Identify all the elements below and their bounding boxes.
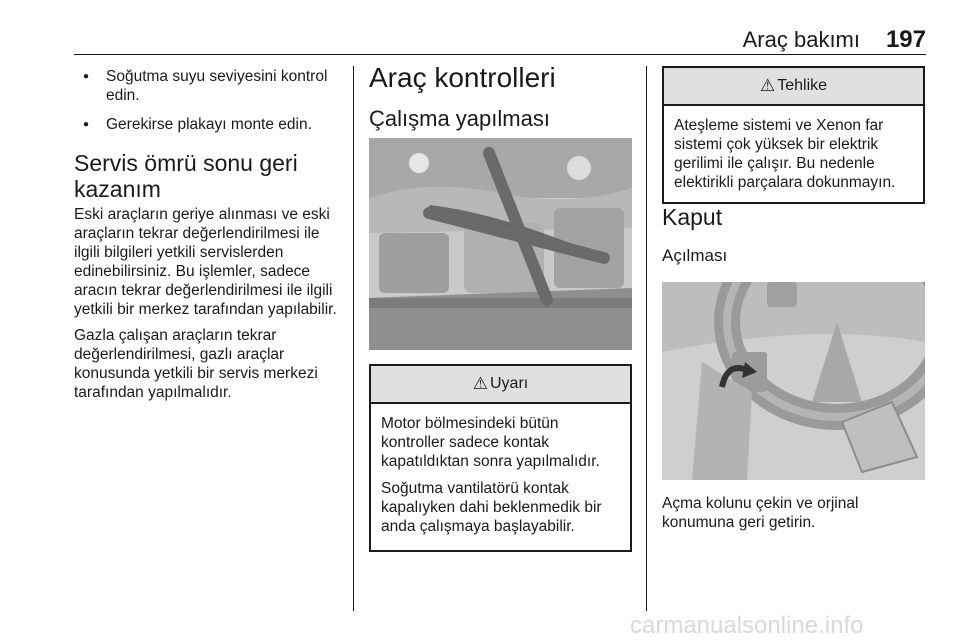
warning-box-body <box>371 404 630 550</box>
danger-box-header <box>664 68 923 106</box>
warning-triangle-icon: ⚠ <box>472 374 488 393</box>
warning-paragraph: Motor bölmesindeki bütün kontroller sadece kontak kapatıldıktan sonra yapılmalıdır. <box>381 415 600 470</box>
hood-release-illustration <box>662 282 925 480</box>
engine-bay-illustration <box>369 138 632 350</box>
warning-paragraph: Soğutma vantilatörü kontak kapalıyken dahi beklenmedik bir anda çalışmaya başlayabilir. <box>381 480 602 535</box>
danger-box-body <box>664 106 923 202</box>
bullet-list <box>74 67 344 134</box>
column-2 <box>369 62 632 132</box>
bullet-item: ● Soğutma suyu seviyesini kontrol edin. <box>74 67 344 105</box>
warning-box <box>369 364 632 552</box>
paragraph: Eski araçların geriye alınması ve eski araçların tekrar değerlendirilmesi ile ilgili bilgileri yetkili servislerden edinebilirsiniz. Bu işlemler, sadece aracın tekrar değerlendirilmesi ile ilgili yetkili bir merkez tarafından yapılabilir. <box>74 206 337 318</box>
hood-caption: Açma kolunu çekin ve orjinal konumuna geri getirin. <box>662 495 859 531</box>
danger-box-title: Tehlike <box>777 77 828 94</box>
section-heading: Kaput <box>662 204 723 230</box>
chapter-heading: Araç kontrolleri <box>369 62 556 93</box>
sub-heading: Çalışma yapılması <box>369 106 550 131</box>
column-1 <box>74 67 344 409</box>
page-number: 197 <box>885 26 926 53</box>
column-divider-left <box>353 66 354 611</box>
warning-triangle-icon: ⚠ <box>759 76 776 95</box>
watermark: carmanualsonline.info <box>630 612 864 639</box>
danger-box <box>662 66 925 204</box>
header-section-title: Araç bakımı <box>742 27 860 52</box>
header-rule <box>74 54 926 55</box>
column-divider-right <box>646 66 647 611</box>
warning-box-header <box>371 366 630 404</box>
column-3-headings <box>662 204 925 266</box>
warning-box-title: Uyarı <box>490 375 529 392</box>
sub-heading: Açılması <box>662 246 728 265</box>
bullet-item: ● Gerekirse plakayı monte edin. <box>74 115 344 134</box>
paragraph: Gazla çalışan araçların tekrar değerlendirilmesi, gazlı araçlar konusunda yetkili bir servis merkezi tarafından yapılmalıdır. <box>74 327 318 401</box>
danger-paragraph: Ateşleme sistemi ve Xenon far sistemi çok yüksek bir elektrik gerilimi ile çalışır. Bu nedenle elektirikli parçalara dokunmayın. <box>674 117 896 191</box>
section-heading: Servis ömrü sonu geri kazanım <box>74 150 298 202</box>
